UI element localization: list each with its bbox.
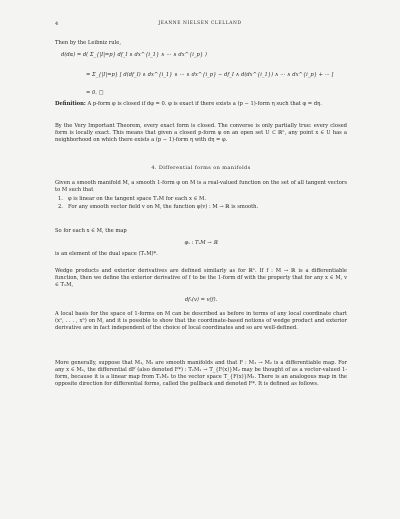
equation-line-2: = Σ_{|I|=p} [ d(df_I) ∧ dx^{i_1} ∧ ··· ∧ dx^{i_p} − df_I ∧ d(dx^{i_1}) ∧ ··· ∧ dx^{i_p} + ··· ] [86, 72, 334, 78]
para-leibniz: Then by the Leibniz rule, [55, 40, 121, 46]
page-number: 4 [55, 21, 59, 27]
equation-line-3: = 0. □ [86, 90, 104, 96]
para-each-x: So for each x ∈ M, the map [55, 228, 127, 234]
page-header [55, 21, 345, 29]
equation-df: dfₓ(v) = v(f). [184, 297, 218, 303]
para-wedge-products: Wedge products and exterior derivatives are defined similarly as for ℝⁿ. If f : M → ℝ is a differentiable function, then we define the exterior derivative of f to be the 1-form df with the property that for any x ∈ M, v ∈ TₓM, [55, 268, 347, 288]
para-very-important-theorem: By the Very Important Theorem, every exact form is closed. The converse is only partially true: every closed form is locally exact. This means that given a closed p-form φ on an open set U ⊂ ℝⁿ, any point x ∈ U has a neighborhood on which there exists a (p − 1)-form η with dη = φ. [55, 123, 347, 143]
definition-block [55, 101, 347, 108]
para-one-form: Given a smooth manifold M, a smooth 1-form φ on M is a real-valued function on the set of all tangent vectors to M such that [55, 180, 347, 193]
para-dual-space: is an element of the dual space (TₓM)*. [55, 251, 158, 257]
para-local-basis: A local basis for the space of 1-forms on M can be described as before in terms of any local coordinate chart (x¹, . . . , xⁿ) on M, and it is possible to show that the coordinate-based notions of wedge product and exterior derivative are in fact independent of the choice of local coordinates and so are well-defined. [55, 311, 347, 331]
running-head: JEANNE NIELSEN CLELLAND [158, 21, 242, 26]
section-title: 4. Differential forms on manifolds [151, 165, 251, 171]
equation-map: φₓ : TₓM → ℝ [184, 240, 218, 246]
equation-line-1: d(dα) = d( Σ_{|I|=p} df_I ∧ dx^{i_1} ∧ ··· ∧ dx^{i_p} ) [61, 52, 207, 58]
para-more-generally: More generally, suppose that M₁, M₂ are smooth manifolds and that F : M₁ → M₂ is a differentiable map. For any x ∈ M₁, the differential dF (also denoted F*) : TₓM₁ → T_{F(x)}M₂ may be thought of as a vector-valued 1-form, because it is a linear map from TₓM₁ to the vector space T_{F(x)}M₂. There is an analogous map in the opposite direction for differential forms, called the pullback and denoted F*. It is defined as follows. [55, 360, 347, 387]
list-item: 2. For any smooth vector field v on M, the function φ(v) : M → ℝ is smooth. [58, 204, 259, 210]
definition-text: A p-form φ is closed if dφ = 0. φ is exact if there exists a (p − 1)-form η such that φ = dη. [87, 101, 322, 107]
list-item: 1. φ is linear on the tangent space TₓM for each x ∈ M. [58, 196, 207, 202]
definition-label: Definition: [55, 101, 86, 107]
